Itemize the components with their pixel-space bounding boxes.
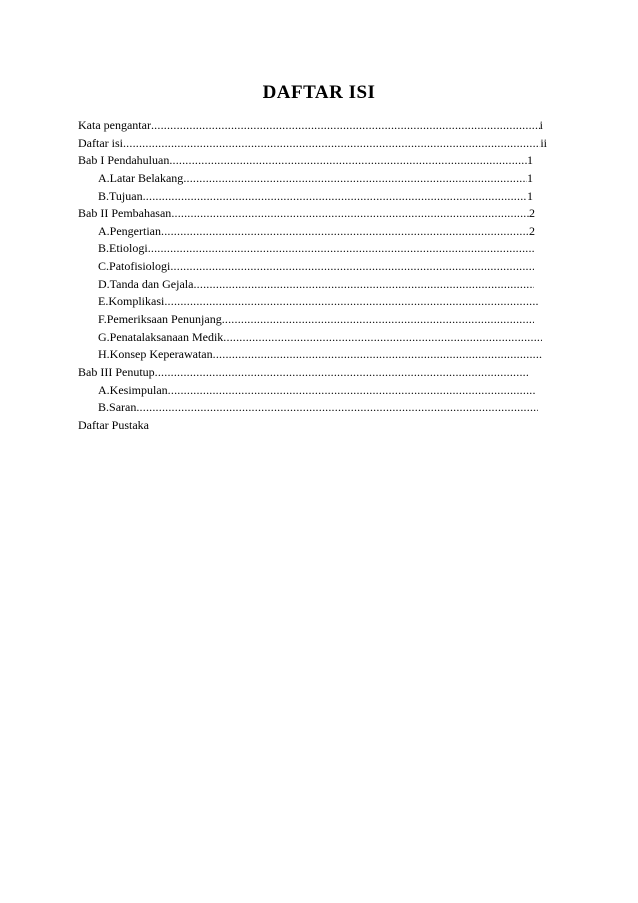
toc-page-number: 1 (527, 170, 533, 185)
toc-entry-bab-3[interactable] (78, 364, 528, 382)
toc-dot-leader (164, 293, 538, 311)
toc-entry-pemeriksaan-penunjang[interactable] (78, 311, 534, 329)
toc-entry-label: Penatalaksanaan Medik (109, 329, 224, 344)
toc-entry-label: Daftar isi (78, 135, 123, 150)
toc-page-number: 1 (527, 153, 533, 168)
toc-entry-label: Daftar Pustaka (78, 417, 149, 432)
toc-page-number: i (539, 118, 543, 132)
toc-entry-letter: E. (98, 294, 109, 309)
toc-entry-letter: B. (98, 400, 110, 415)
toc-entry-konsep-keperawatan[interactable] (78, 346, 542, 364)
toc-entry-letter: G. (98, 329, 110, 344)
toc-dot-leader (171, 205, 529, 223)
toc-dot-leader (213, 346, 542, 364)
toc-page-number: 1 (527, 188, 533, 203)
toc-dot-leader (161, 223, 529, 241)
toc-dot-leader (170, 258, 534, 276)
toc-entry-label: Kata pengantar (78, 118, 151, 132)
toc-entry-letter: F. (98, 312, 107, 327)
toc-dot-leader (169, 152, 527, 170)
toc-entry-label: Komplikasi (108, 294, 165, 309)
toc-dot-leader (136, 399, 538, 417)
toc-entry-pengertian[interactable] (78, 223, 535, 241)
toc-entry-patofisiologi[interactable] (78, 258, 534, 276)
toc-dot-leader (222, 311, 534, 329)
toc-entry-saran[interactable] (78, 399, 538, 417)
toc-page-number: 2 (529, 206, 535, 221)
toc-entry-label: Konsep Keperawatan (109, 347, 213, 362)
toc-entry-bab-2[interactable] (78, 205, 535, 223)
toc-entry-daftar-pustaka[interactable] (78, 417, 378, 435)
toc-entry-kesimpulan[interactable] (78, 382, 536, 400)
toc-dot-leader (155, 364, 528, 382)
toc-entry-penatalaksanaan-medik[interactable] (78, 329, 542, 347)
toc-entry-label: Pengertian (109, 223, 161, 238)
toc-dot-leader (168, 382, 536, 400)
toc-entry-letter: C. (98, 259, 110, 274)
toc-entry-label: Latar Belakang (109, 170, 184, 185)
toc-entry-letter: A. (98, 382, 110, 397)
toc-entry-label: Bab I Pendahuluan (78, 153, 170, 168)
toc-page-number: 2 (529, 223, 535, 238)
toc-entry-bab-1[interactable] (78, 152, 533, 170)
table-of-contents (78, 117, 547, 435)
toc-page-number: ii (540, 135, 547, 150)
page-title: DAFTAR ISI (262, 82, 376, 103)
toc-entry-letter: H. (98, 347, 110, 362)
toc-entry-letter: D. (98, 276, 110, 291)
toc-entry-daftar-isi[interactable] (78, 135, 547, 153)
toc-entry-letter: A. (98, 223, 110, 238)
toc-entry-label: Bab III Penutup (78, 364, 155, 379)
toc-dot-leader (183, 170, 527, 188)
toc-entry-letter: A. (98, 170, 110, 185)
toc-entry-label: Kesimpulan (109, 382, 168, 397)
toc-entry-label: Bab II Pembahasan (78, 206, 172, 221)
toc-entry-letter: B. (98, 241, 110, 256)
toc-entry-label: Tujuan (109, 188, 143, 203)
toc-entry-etiologi[interactable] (78, 240, 534, 258)
toc-dot-leader (148, 240, 534, 258)
toc-entry-letter: B. (98, 188, 110, 203)
toc-dot-leader (151, 117, 540, 135)
toc-entry-kata-pengantar[interactable] (78, 117, 543, 135)
toc-entry-komplikasi[interactable] (78, 293, 538, 311)
toc-dot-leader (193, 276, 534, 294)
toc-entry-label: Tanda dan Gejala (109, 276, 194, 291)
toc-entry-label: Pemeriksaan Penunjang (106, 312, 222, 327)
toc-entry-label: Saran (109, 400, 137, 415)
toc-dot-leader (223, 329, 542, 347)
toc-entry-tanda-dan-gejala[interactable] (78, 276, 534, 294)
toc-entry-latar-belakang[interactable] (78, 170, 533, 188)
toc-dot-leader (143, 188, 527, 206)
toc-entry-label: Patofisiologi (109, 259, 171, 274)
toc-entry-label: Etiologi (109, 241, 148, 256)
toc-dot-leader (123, 135, 540, 153)
toc-entry-tujuan[interactable] (78, 188, 533, 206)
